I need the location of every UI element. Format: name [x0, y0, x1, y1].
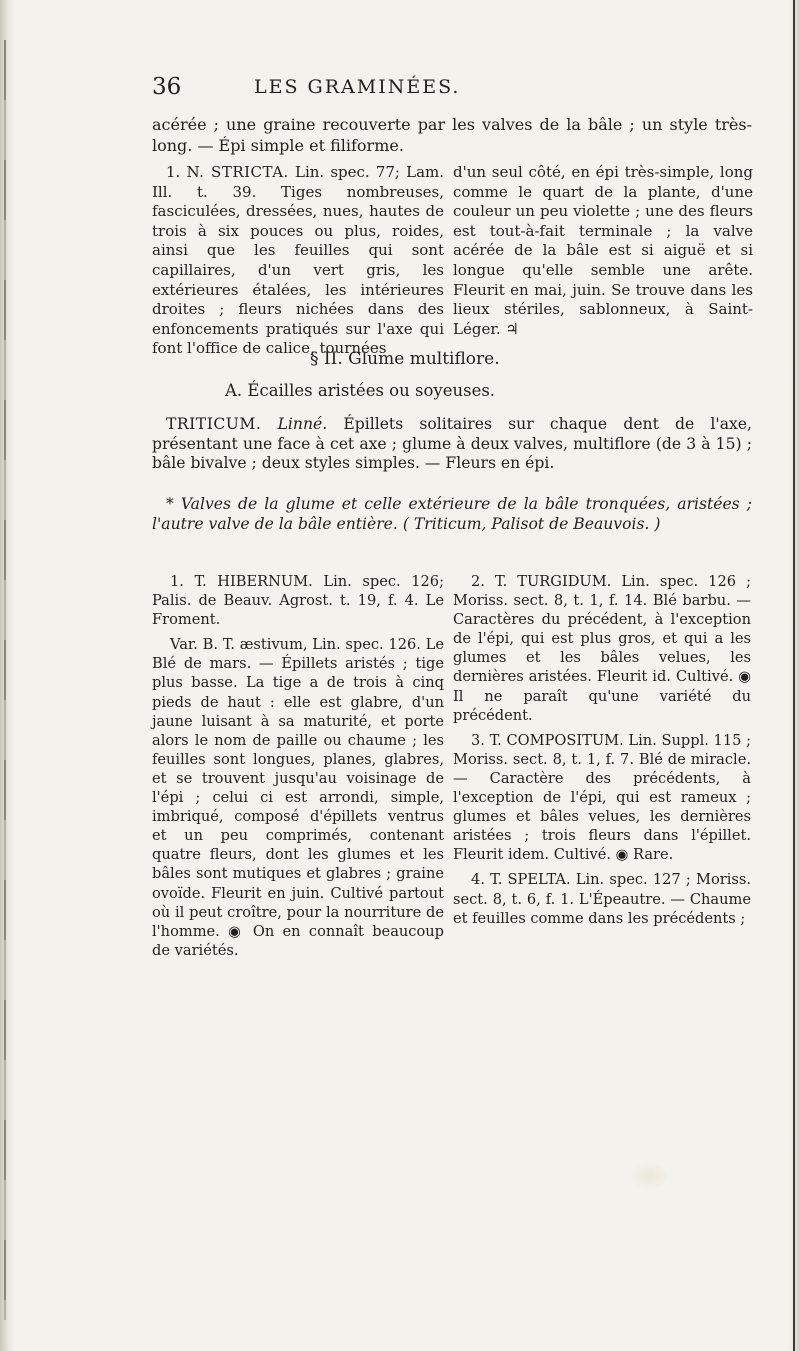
stricta-number: 1.: [166, 163, 181, 181]
page-header: [152, 74, 752, 104]
species-entry: Var. B. T. æstivum, Lin. spec. 126. Le Blé de mars. — Épillets aristés ; tige plus basse. La tige a de trois à cinq pieds de haut : elle est glabre, d'un jaune luisant à sa maturité, et porte alors le nom de paille ou chaume ; les feuilles sont longues, planes, glabres, et se trouvent jusqu'au voisinage de l'épi ; celui ci est arrondi, simple, imbriqué, composé d'épillets ventrus et un peu comprimés, contenant quatre fleurs, dont les glumes et les bâles sont mutiques et glabres ; graine ovoïde. Fleurit en juin. Cultivé partout où il peut croître, pour la nourriture de l'homme. ◉ On en connaît beaucoup de variétés.: [152, 636, 444, 959]
species-column-left: [152, 572, 444, 966]
page-number: 36: [152, 74, 182, 100]
page-edge-left: [0, 0, 14, 1351]
section-subheading: A. Écailles aristées ou soyeuses.: [225, 381, 496, 400]
stricta-continuation: [453, 163, 753, 345]
paper-stain: [630, 1161, 670, 1191]
triticum-author: Linné.: [277, 415, 328, 433]
species-entry: 1. T. HIBERNUM. Lin. spec. 126; Palis. de Beauv. Agrost. t. 19, f. 4. Le Froment.: [152, 573, 444, 629]
stricta-entry: [152, 163, 444, 365]
stricta-continuation-text: d'un seul côté, en épi très-simple, long comme le quart de la plante, d'une couleur un peu violette ; une des fleurs est tout-à-fait terminale ; la valve acérée de la bâle est si aiguë et si longue qu'elle semble une arête. Fleurit en mai, juin. Se trouve dans les lieux stériles, sablonneux, à Saint-Léger. ♃: [453, 163, 753, 338]
page-edge-right: [788, 0, 800, 1351]
running-title: LES GRAMINÉES.: [254, 76, 461, 98]
triticum-genus: [152, 415, 752, 474]
intro-paragraph: [152, 115, 752, 156]
species-column-right: [453, 572, 751, 934]
stricta-text: Lin. spec. 77; Lam. Ill. t. 39. Tiges nombreuses, fasciculées, dressées, nues, hautes de trois à six pouces ou plus, roides, ainsi que les feuilles qui sont capillaires, d'un vert gris, les extérieures étalées, les intérieures droites ; fleurs nichées dans des enfoncements pratiqués sur l'axe qui font l'office de calice, tournées: [152, 163, 444, 358]
intro-text: acérée ; une graine recouverte par les valves de la bâle ; un style très-long. — Épi simple et filiforme.: [152, 115, 752, 155]
triticum-note-text: * Valves de la glume et celle extérieure de la bâle tronquées, aristées ; l'autre valve de la bâle entière. ( Triticum, Palisot de Beauvois. ): [152, 495, 752, 533]
section-heading: § II. Glume multiflore.: [310, 349, 500, 369]
species-entry: 2. T. TURGIDUM. Lin. spec. 126 ; Moriss. sect. 8, t. 1, f. 14. Blé barbu. — Caractères du précédent, à l'exception de l'épi, qui est plus gros, et qui a les glumes et les bâles velues, les dernières aristées. Fleurit id. Cultivé. ◉ Il ne paraît qu'une variété du précédent.: [453, 573, 751, 724]
triticum-description: Épillets solitaires sur chaque dent de l'axe, présentant une face à cet axe ; glume à deux valves, multiflore (de 3 à 15) ; bâle bivalve ; deux styles simples. — Fleurs en épi.: [152, 415, 752, 473]
triticum-note: [152, 495, 752, 534]
species-entry: 3. T. COMPOSITUM. Lin. Suppl. 115 ; Moriss. sect. 8, t. 1, f. 7. Blé de miracle. — Caractère des précédents, à l'exception de l'épi, qui est rameux ; glumes et bâles velues, les dernières aristées ; trois fleurs dans l'épillet. Fleurit idem. Cultivé. ◉ Rare.: [453, 731, 751, 864]
triticum-genus-name: TRITICUM.: [166, 415, 262, 433]
species-entry: 4. T. SPELTA. Lin. spec. 127 ; Moriss. sect. 8, t. 6, f. 1. L'Épeautre. — Chaume et feuilles comme dans les précédents ;: [453, 871, 751, 927]
stricta-name: N. STRICTA.: [186, 163, 289, 181]
